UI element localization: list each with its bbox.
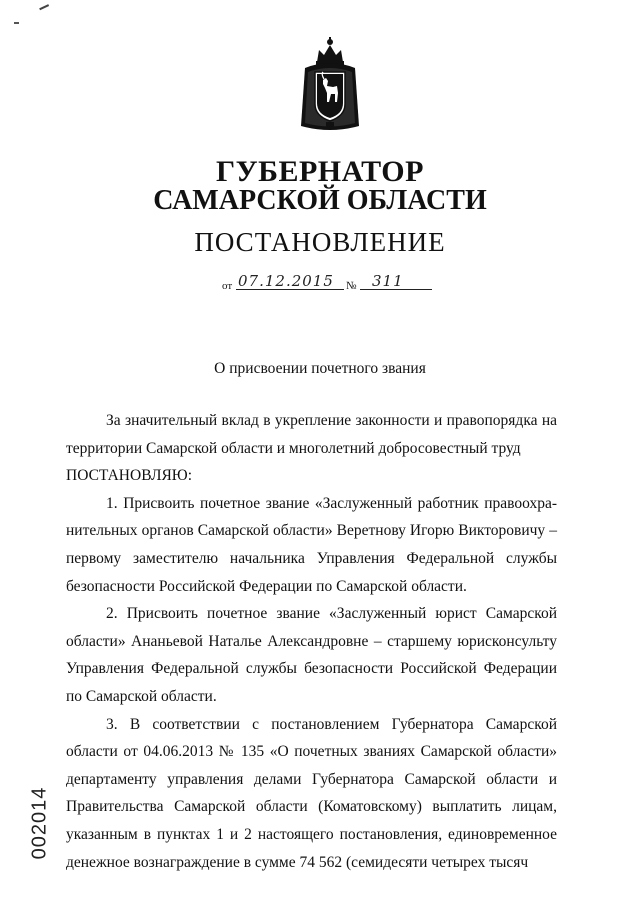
- item-1-paragraph: 1. Присвоить почетное звание «Заслуженный работник правоохра-нительных органов Самарской области» Веретнову Игорю Викторовичу – первому заместителю начальника Управления Федеральной службы безопасности Российской Федерации по Самарской области.: [66, 494, 557, 595]
- samara-coat-of-arms-icon: [293, 36, 367, 136]
- date-value: 07.12.2015: [238, 272, 334, 290]
- scan-mark: [14, 22, 19, 27]
- serial-number: [28, 773, 52, 873]
- registration-line: [222, 274, 462, 296]
- decree-word: ПОСТАНОВЛЯЮ:: [66, 467, 193, 485]
- document-type: ПОСТАНОВЛЕНИЕ: [194, 227, 446, 257]
- item-2-paragraph: 2. Присвоить почетное звание «Заслуженный юрист Самарской области» Ананьевой Наталье Александровне – старшему юрисконсульту Управления Федеральной службы безопасности Российской Федерации по Самарской области.: [66, 605, 557, 705]
- item-3-paragraph: 3. В соответствии с постановлением Губернатора Самарской области от 04.06.2013 № 135 «О почетных званиях Самарской области» департаменту управления делами Губернатора Самарской области и Правительства Самарской области (Коматовскому) выплатить лицам, указанным в пунктах 1 и 2 настоящего постановления, единовременное денежное вознаграждение в сумме 74 562 (семидесяти четырех тысяч: [66, 715, 557, 871]
- number-value: 311: [372, 272, 404, 290]
- document-body: [66, 407, 557, 876]
- preamble-paragraph: За значительный вклад в укрепление законности и правопорядка на территории Самарской области и многолетний добросовестный труд: [66, 412, 557, 457]
- document-subject: О присвоении почетного звания: [214, 360, 426, 377]
- number-label: №: [346, 280, 357, 292]
- date-label: от: [222, 280, 233, 292]
- authority-title: ГУБЕРНАТОР: [216, 155, 424, 188]
- authority-region: САМАРСКОЙ ОБЛАСТИ: [153, 185, 487, 216]
- serial-number-text: 002014: [28, 786, 51, 860]
- scan-mark: [39, 4, 51, 14]
